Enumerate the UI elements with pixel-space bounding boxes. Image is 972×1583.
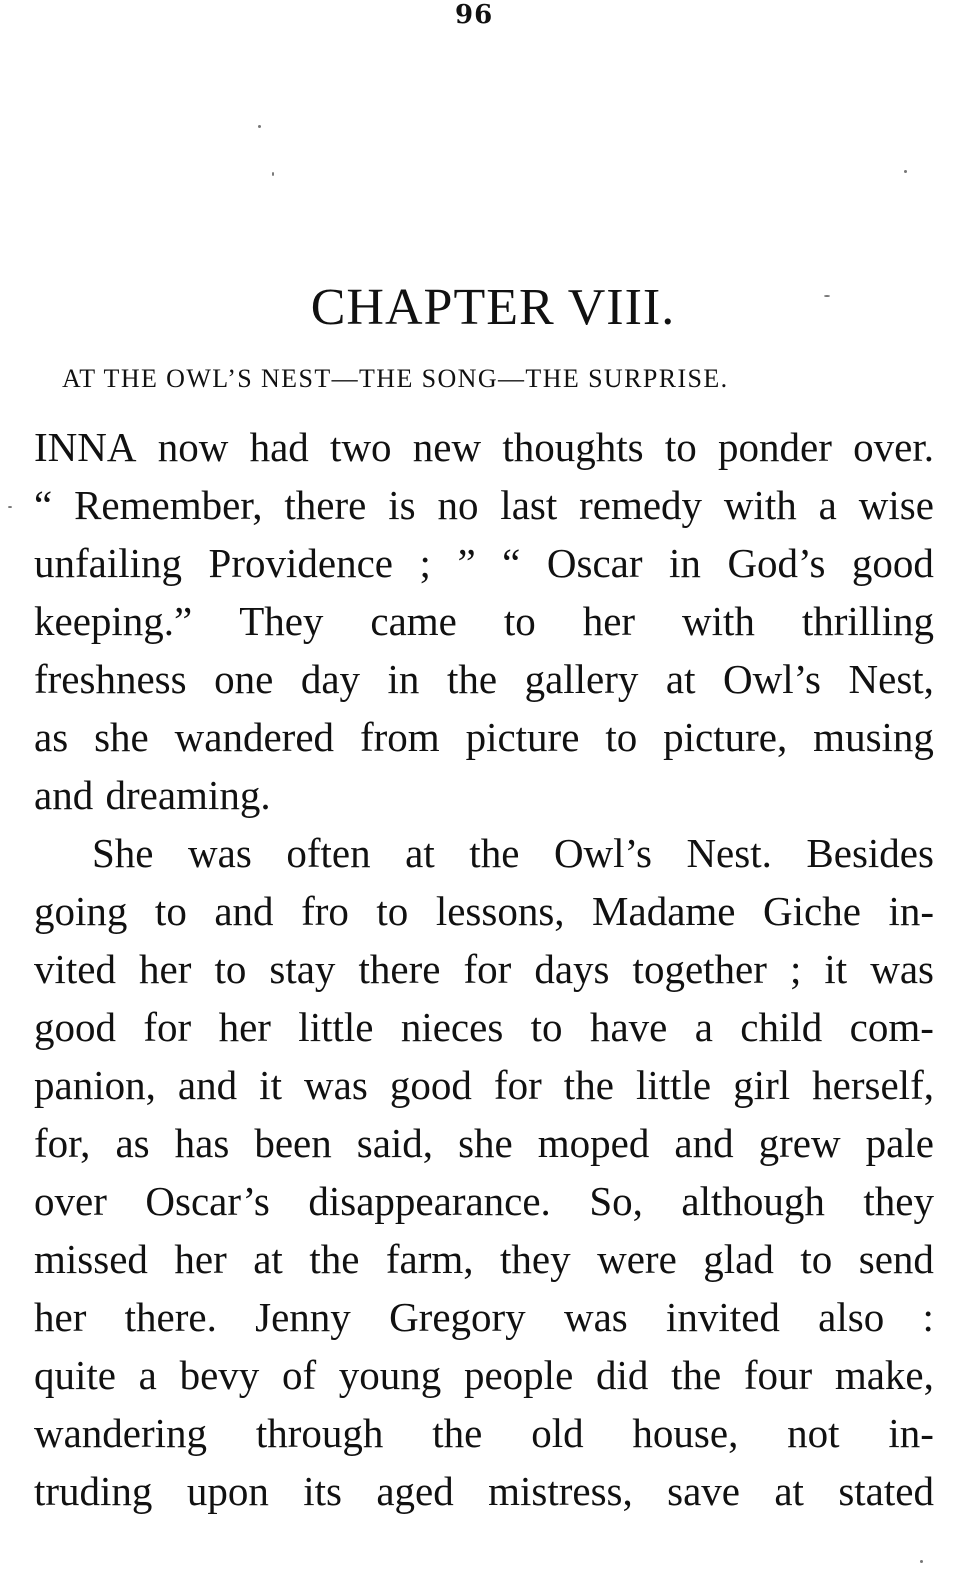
word: good (389, 1062, 472, 1108)
word: thrilling (801, 598, 934, 644)
word: came (370, 598, 457, 644)
word: new (412, 424, 482, 470)
word: musing (813, 714, 934, 760)
word: Remember, (74, 482, 263, 528)
print-speck (8, 506, 12, 508)
body-line (34, 1230, 934, 1288)
word: house, (632, 1410, 739, 1456)
print-speck (258, 125, 261, 128)
word: the (432, 1410, 483, 1456)
word: last (500, 482, 558, 528)
print-speck (904, 170, 907, 173)
word: com- (849, 1004, 934, 1050)
word: said, (356, 1120, 434, 1166)
word: Besides (806, 830, 934, 876)
word: in- (888, 1410, 934, 1456)
word: a (818, 482, 837, 528)
word: wise (858, 482, 934, 528)
word: Oscar’s (145, 1178, 270, 1224)
word: grew (758, 1120, 841, 1166)
word: although (681, 1178, 825, 1224)
word: at (405, 830, 435, 876)
word: lessons, (435, 888, 565, 934)
word: as (115, 1120, 150, 1166)
word: often (286, 830, 371, 876)
body-line (34, 940, 934, 998)
word: been (254, 1120, 332, 1166)
word: “ (502, 540, 521, 586)
word: is (388, 482, 416, 528)
word: ; (419, 540, 431, 586)
word: and (34, 772, 94, 818)
body-line (34, 418, 934, 476)
word: girl (733, 1062, 791, 1108)
body-line (34, 534, 934, 592)
word: missed (34, 1236, 148, 1282)
word: her (139, 946, 192, 992)
word: day (300, 656, 361, 702)
body-line (34, 824, 934, 882)
word: upon (186, 1468, 269, 1514)
word: over. (853, 424, 934, 470)
word: unfailing (34, 540, 183, 586)
word: of (281, 1352, 317, 1398)
word: going (34, 888, 128, 934)
word: Giche (763, 888, 861, 934)
word: for (463, 946, 512, 992)
word: from (359, 714, 440, 760)
word: disappearance. (308, 1178, 551, 1224)
word: one (214, 656, 274, 702)
word: were (597, 1236, 677, 1282)
word: “ (34, 482, 53, 528)
word: had (249, 424, 309, 470)
chapter-subtitle: AT THE OWL’S NEST—THE SONG—THE SURPRISE. (62, 364, 729, 393)
word: to (664, 424, 697, 470)
word: at (665, 656, 696, 702)
word: wandered (174, 714, 335, 760)
print-speck (272, 172, 274, 176)
body-line (34, 476, 934, 534)
word: quite (34, 1352, 116, 1398)
word: with (682, 598, 755, 644)
word: : (922, 1294, 934, 1340)
word: two (330, 424, 392, 470)
word: together (632, 946, 767, 992)
word: picture (465, 714, 580, 760)
body-line (34, 1172, 934, 1230)
word: it (824, 946, 848, 992)
word: for (143, 1004, 192, 1050)
body-text (34, 418, 934, 1520)
word: in- (888, 888, 934, 934)
chapter-title: CHAPTER VIII. (310, 279, 676, 336)
word: the (446, 656, 498, 702)
word: her (34, 1294, 87, 1340)
word: to (214, 946, 247, 992)
body-line (34, 708, 934, 766)
word: ponder (718, 424, 832, 470)
word: mistress, (488, 1468, 633, 1514)
word: nieces (400, 1004, 504, 1050)
print-speck (920, 1560, 923, 1563)
word: there (284, 482, 367, 528)
word: and (674, 1120, 734, 1166)
word: it (259, 1062, 282, 1108)
word: was (304, 1062, 368, 1108)
word: the (309, 1236, 360, 1282)
word: farm, (385, 1236, 474, 1282)
word: to (503, 598, 536, 644)
word: thoughts (502, 424, 644, 470)
word: over (34, 1178, 107, 1224)
word: she (94, 714, 149, 760)
word: days (534, 946, 610, 992)
word: ” (457, 540, 476, 586)
word: was (563, 1294, 628, 1340)
word: in (387, 656, 420, 702)
word: its (303, 1468, 342, 1514)
word: her (218, 1004, 271, 1050)
word: they (500, 1236, 571, 1282)
word: was (188, 830, 252, 876)
word: good (34, 1004, 116, 1050)
word: now (157, 424, 229, 470)
word: send (858, 1236, 934, 1282)
body-line (34, 1346, 934, 1404)
word: good (851, 540, 934, 586)
word: the (469, 830, 520, 876)
word: Jenny (255, 1294, 351, 1340)
word: Nest. (686, 830, 772, 876)
word: to (154, 888, 187, 934)
word: panion, (34, 1062, 156, 1108)
body-line (34, 1404, 934, 1462)
word: for, (34, 1120, 91, 1166)
word: ; (789, 946, 802, 992)
word: dreaming. (105, 772, 271, 818)
word: child (740, 1004, 823, 1050)
word: and (214, 888, 274, 934)
word: save (667, 1468, 740, 1514)
word: through (255, 1410, 384, 1456)
word: did (595, 1352, 649, 1398)
word: there (358, 946, 441, 992)
word: herself, (812, 1062, 934, 1108)
body-line (34, 650, 934, 708)
word: They (239, 598, 324, 644)
word: to (376, 888, 409, 934)
word: not (787, 1410, 840, 1456)
word: aged (376, 1468, 454, 1514)
word: stay (269, 946, 336, 992)
word: wandering (34, 1410, 208, 1456)
word: truding (34, 1468, 153, 1514)
word: little (635, 1062, 712, 1108)
word: has (174, 1120, 230, 1166)
word: her (582, 598, 636, 644)
word: with (723, 482, 797, 528)
word: to (800, 1236, 833, 1282)
word: in (669, 540, 701, 586)
word: stated (838, 1468, 934, 1514)
word: little (298, 1004, 374, 1050)
word: four (743, 1352, 813, 1398)
word: Gregory (389, 1294, 526, 1340)
word: Madame (592, 888, 736, 934)
word: pale (865, 1120, 934, 1166)
word: have (589, 1004, 668, 1050)
word: moped (537, 1120, 650, 1166)
word: no (437, 482, 479, 528)
word: to (605, 714, 638, 760)
word: fro (301, 888, 349, 934)
word: there. (124, 1294, 217, 1340)
word: vited (34, 946, 116, 992)
word: So, (589, 1178, 643, 1224)
word: gallery (524, 656, 639, 702)
word: the (671, 1352, 722, 1398)
body-line (34, 1462, 934, 1520)
body-line (34, 998, 934, 1056)
word: to (530, 1004, 563, 1050)
word: Oscar (546, 540, 643, 586)
word: make, (834, 1352, 934, 1398)
word: and (177, 1062, 238, 1108)
body-line (34, 1056, 934, 1114)
print-speck (824, 295, 830, 297)
page-number: 96 (455, 0, 494, 30)
word: keeping.” (34, 598, 193, 644)
word: old (531, 1410, 584, 1456)
word: a (694, 1004, 713, 1050)
word: picture, (663, 714, 788, 760)
word: as (34, 714, 69, 760)
word: remedy (579, 482, 703, 528)
word: She (92, 830, 154, 876)
word: Providence (208, 540, 393, 586)
word: freshness (34, 656, 187, 702)
word: the (563, 1062, 614, 1108)
word: INNA (34, 424, 137, 470)
word: young (338, 1352, 442, 1398)
word: Owl’s (553, 830, 652, 876)
body-line (34, 592, 934, 650)
word: was (870, 946, 934, 992)
word: they (863, 1178, 934, 1224)
word: she (458, 1120, 513, 1166)
word: a (138, 1352, 157, 1398)
word: at (774, 1468, 804, 1514)
body-line (34, 882, 934, 940)
word: her (174, 1236, 227, 1282)
word: glad (703, 1236, 774, 1282)
word: Nest, (848, 656, 934, 702)
word: people (463, 1352, 574, 1398)
word: at (253, 1236, 283, 1282)
body-line (34, 1114, 934, 1172)
word: bevy (179, 1352, 260, 1398)
word: Owl’s (723, 656, 821, 702)
word: God’s (727, 540, 826, 586)
body-line (34, 1288, 934, 1346)
word: for (493, 1062, 542, 1108)
word: invited (666, 1294, 780, 1340)
word: also (818, 1294, 885, 1340)
body-line (34, 766, 934, 824)
